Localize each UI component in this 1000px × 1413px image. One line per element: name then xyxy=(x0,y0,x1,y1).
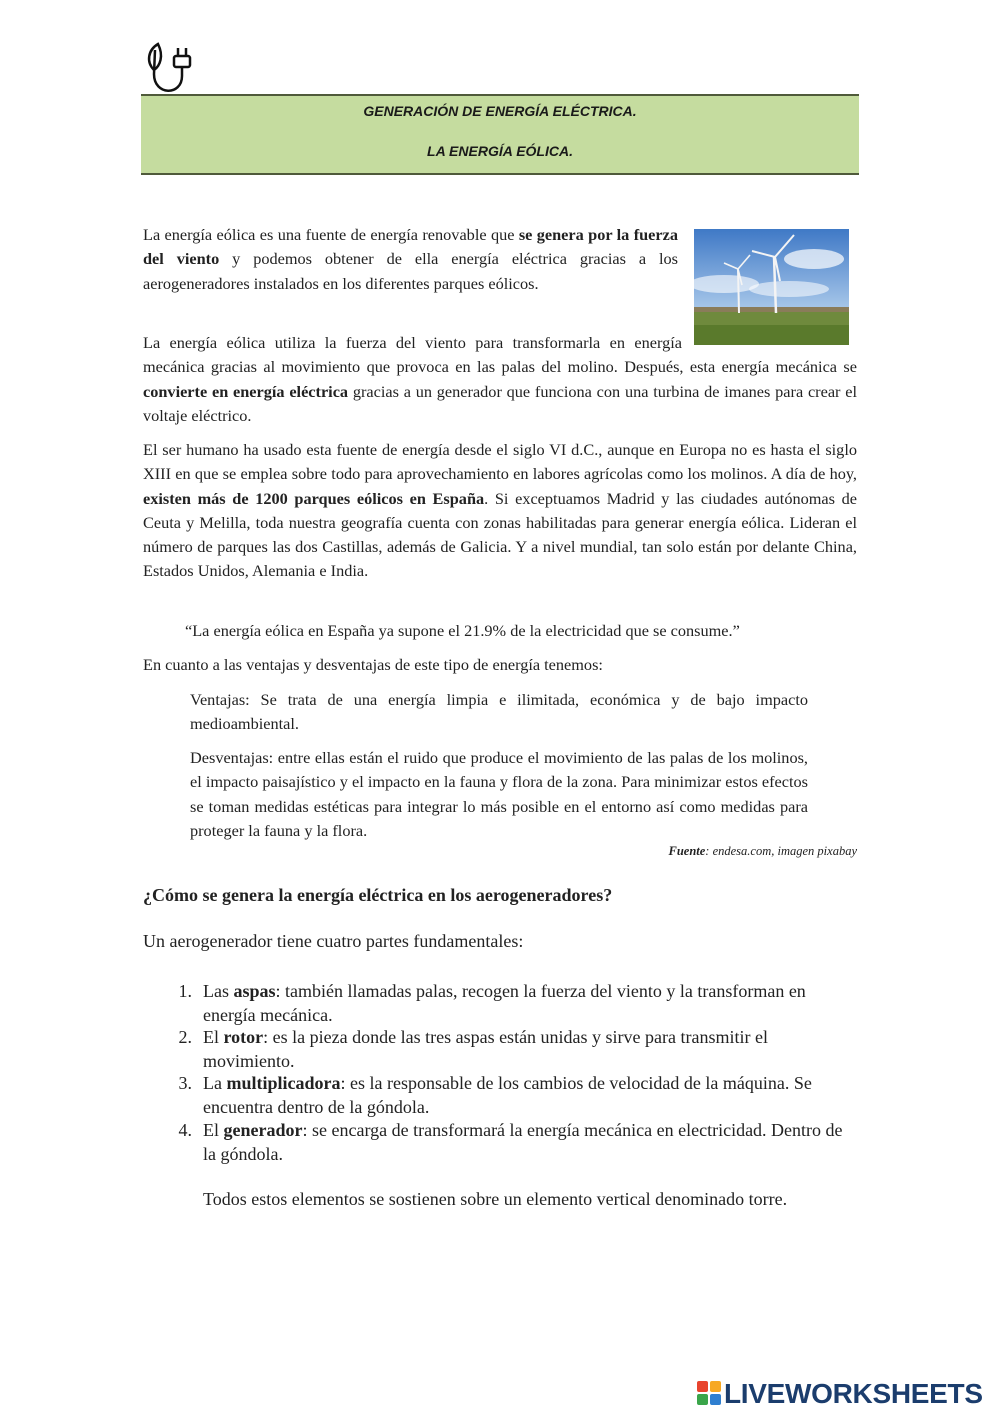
section-heading: ¿Cómo se genera la energía eléctrica en los aerogeneradores? xyxy=(143,885,613,905)
brand-name: LIVEWORKSHEETS xyxy=(724,1378,983,1409)
page-title: GENERACIÓN DE ENERGÍA ELÉCTRICA. xyxy=(363,103,637,119)
paragraph-intro: La energía eólica es una fuente de energía renovable que se genera por la fuerza del viento y podemos obtener de ella energía eléctrica gracias a los aerogeneradores instalados en los diferentes parques eólicos. xyxy=(143,225,678,293)
source-credit: Fuente: endesa.com, imagen pixabay xyxy=(668,844,857,858)
pros-cons-intro: En cuanto a las ventajas y desventajas de este tipo de energía tenemos: xyxy=(143,655,603,674)
quote: “La energía eólica en España ya supone el 21.9% de la electricidad que se consume.” xyxy=(185,621,740,640)
paragraph-history: El ser humano ha usado esta fuente de energía desde el siglo VI d.C., aunque en Europa no es hasta el siglo XIII en que se emplea sobre todo para aprovechamiento en labores agrícolas como los molinos. A día de hoy, existen más de 1200 parques eólicos en España. Si exceptuamos Madrid y las ciudades autónomas de Ceuta y Melilla, toda nuestra geografía cuenta con zonas habilitadas para generar energía eólica. Lideran el número de parques las dos Castillas, además de Galicia. Y a nivel mundial, tan solo están por delante China, Estados Unidos, Alemania e India. xyxy=(143,440,857,581)
title-band xyxy=(141,94,859,175)
eco-plug-icon xyxy=(142,40,204,98)
closing-note: Todos estos elementos se sostienen sobre un elemento vertical denominado torre. xyxy=(203,1189,788,1209)
page-subtitle: LA ENERGÍA EÓLICA. xyxy=(427,143,573,159)
cons-paragraph: Desventajas: entre ellas están el ruido que produce el movimiento de las palas de los molinos, el impacto paisajístico y el impacto en la fauna y flora de la zona. Para minimizar estos efectos se toman medidas estéticas para integrar lo más posible en el entorno así como medidas para proteger la fauna y la flora. xyxy=(190,748,808,840)
brand-squares-icon xyxy=(697,1381,721,1405)
wind-turbines-image xyxy=(694,229,849,345)
liveworksheets-logo[interactable] xyxy=(697,1377,993,1411)
section-intro: Un aerogenerador tiene cuatro partes fundamentales: xyxy=(143,931,524,951)
paragraph-mechanical: La energía eólica utiliza la fuerza del viento para transformarla en energía mecánica gracias al movimiento que provoca en las palas del molino. Después, esta energía mecánica se convierte en energía eléctrica gracias a un generador que funciona con una turbina de imanes para crear el voltaje eléctrico. xyxy=(143,333,857,425)
pros-paragraph: Ventajas: Se trata de una energía limpia e ilimitada, económica y de bajo impacto medioambiental. xyxy=(190,690,808,734)
